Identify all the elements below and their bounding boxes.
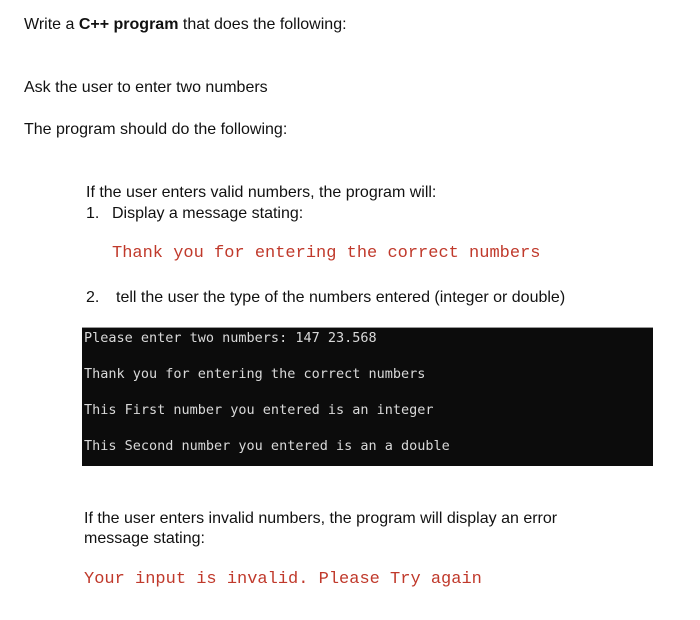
console-line: This Second number you entered is an a double (84, 438, 450, 454)
page-heading (24, 16, 347, 34)
invalid-message: Your input is invalid. Please Try again (84, 570, 482, 589)
invalid-intro-line1: If the user enters invalid numbers, the program will display an error (84, 510, 558, 527)
list-item (86, 205, 303, 223)
heading-bold: C++ program (78, 16, 179, 33)
heading-suffix: that does the following: (178, 16, 347, 33)
console-output (82, 327, 653, 466)
ask-paragraph: Ask the user to enter two numbers (24, 79, 268, 96)
list-text: Display a message stating: (112, 205, 304, 222)
console-line: This First number you entered is an integer (84, 402, 434, 418)
console-line: Thank you for entering the correct numbers (84, 366, 426, 382)
valid-intro: If the user enters valid numbers, the program will: (86, 184, 437, 201)
list-number: 1. (86, 205, 100, 222)
correct-message: Thank you for entering the correct numbers (112, 244, 541, 263)
should-paragraph: The program should do the following: (24, 121, 288, 138)
console-line: Please enter two numbers: 147 23.568 (84, 330, 377, 346)
heading-prefix: Write a (24, 16, 79, 33)
list-number: 2. (86, 289, 100, 306)
list-item (86, 289, 565, 307)
invalid-intro-line2: message stating: (84, 530, 205, 547)
list-text: tell the user the type of the numbers entered (integer or double) (116, 289, 566, 306)
